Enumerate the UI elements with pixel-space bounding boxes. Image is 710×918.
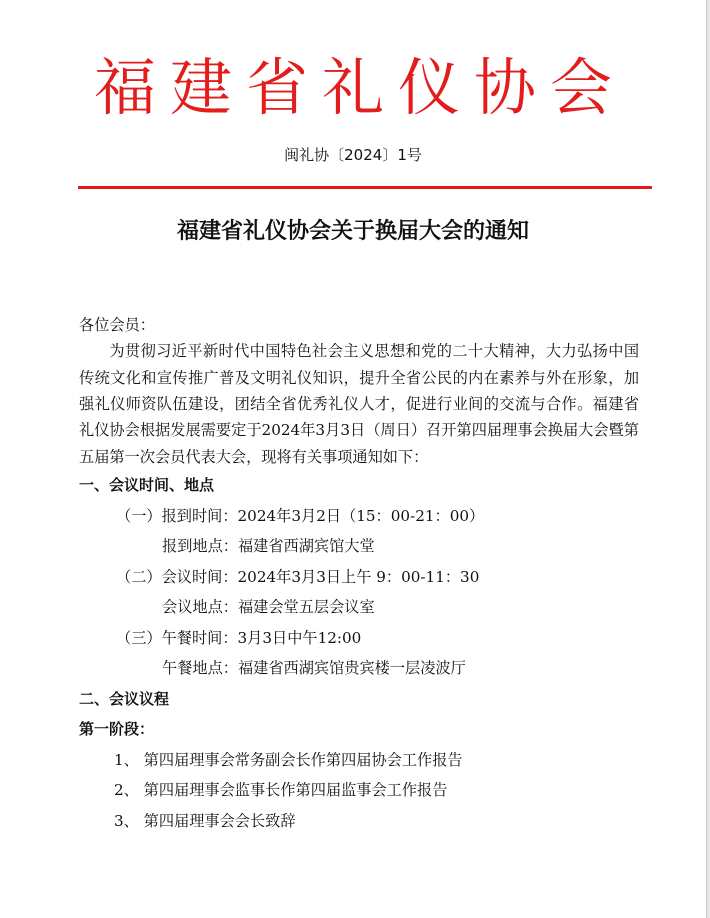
schedule-time-3: （三）午餐时间：3月3日中午12:00 [116,628,362,647]
section-heading-agenda: 二、会议议程 [79,689,170,708]
phase-heading: 第一阶段： [79,720,155,739]
section-heading-time-place: 一、会议时间、地点 [79,476,215,495]
agenda-item: 1、 第四届理事会常务副会长作第四届协会工作报告 [114,750,463,769]
notice-title: 福建省礼仪协会关于换届大会的通知 [176,219,529,244]
schedule-place-1: 报到地点：福建省西湖宾馆大堂 [162,537,375,556]
notice-body [79,312,639,836]
document-number: 闽礼协〔2024〕1号 [284,146,422,164]
org-name-header: 福建省礼仪协会 [93,51,626,124]
intro-paragraph: 为贯彻习近平新时代中国特色社会主义思想和党的二十大精神，大力弘扬中国传统文化和宣传推广普及文明礼仪知识，提升全省公民的内在素养与外在形象，加强礼仪师资队伍建设，团结全省优秀礼仪人才，促进行业间的交流与合作。福建省礼仪协会根据发展需要定于2024年3月3日（周日）召开第四届理事会换届大会暨第五届第一次会员代表大会，现将有关事项通知如下： [79,342,639,466]
greeting: 各位会员： [79,316,155,334]
schedule-place-2: 会议地点：福建会堂五层会议室 [162,598,375,617]
red-divider-line [78,186,652,189]
schedule-time-1: （一）报到时间：2024年3月2日（15：00-21：00） [116,506,485,525]
agenda-item: 3、 第四届理事会会长致辞 [114,811,296,830]
schedule-time-2: （二）会议时间：2024年3月3日上午 9：00-11：30 [116,567,480,586]
agenda-item: 2、 第四届理事会监事长作第四届监事会工作报告 [114,781,448,800]
schedule-place-3: 午餐地点：福建省西湖宾馆贵宾楼一层凌波厅 [162,659,466,678]
